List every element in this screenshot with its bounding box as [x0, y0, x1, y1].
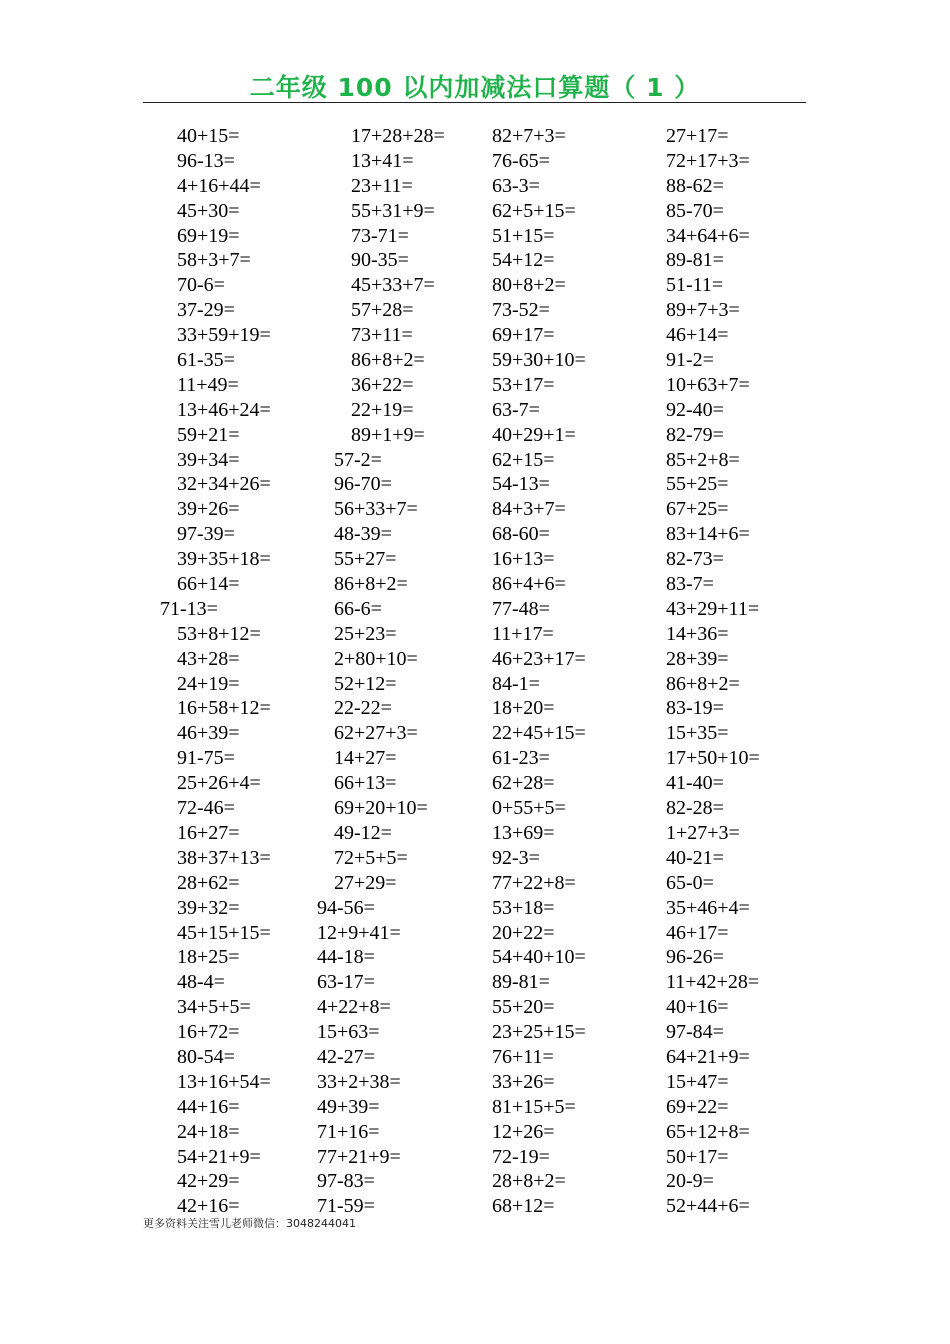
arithmetic-problem: 54+12=: [492, 249, 555, 272]
arithmetic-problem: 69+17=: [492, 324, 555, 347]
arithmetic-problem: 66-6=: [334, 597, 382, 620]
arithmetic-problem: 55+31+9=: [351, 199, 435, 222]
arithmetic-problem: 20-9=: [666, 1170, 714, 1193]
arithmetic-problem: 16+58+12=: [177, 697, 271, 720]
arithmetic-problem: 73-52=: [492, 299, 550, 322]
arithmetic-problem: 1+27+3=: [666, 821, 740, 844]
arithmetic-problem: 16+27=: [177, 821, 240, 844]
arithmetic-problem: 28+39=: [666, 647, 729, 670]
arithmetic-problem: 89-81=: [666, 249, 724, 272]
arithmetic-problem: 73+11=: [351, 324, 413, 347]
arithmetic-problem: 64+21+9=: [666, 1045, 750, 1068]
arithmetic-problem: 94-56=: [317, 896, 375, 919]
arithmetic-problem: 42+29=: [177, 1170, 240, 1193]
arithmetic-problem: 51+15=: [492, 224, 555, 247]
arithmetic-problem: 91-75=: [177, 747, 235, 770]
arithmetic-problem: 69+22=: [666, 1095, 729, 1118]
arithmetic-problem: 91-2=: [666, 349, 714, 372]
arithmetic-problem: 68-60=: [492, 523, 550, 546]
arithmetic-problem: 63-17=: [317, 971, 375, 994]
arithmetic-problem: 86+8+2=: [334, 573, 408, 596]
arithmetic-problem: 27+29=: [334, 871, 397, 894]
arithmetic-problem: 49+39=: [317, 1095, 380, 1118]
arithmetic-problem: 42+16=: [177, 1195, 240, 1218]
arithmetic-problem: 66+14=: [177, 573, 240, 596]
arithmetic-problem: 12+9+41=: [317, 921, 401, 944]
arithmetic-problem: 39+32=: [177, 896, 240, 919]
arithmetic-problem: 14+36=: [666, 622, 729, 645]
arithmetic-problem: 85+2+8=: [666, 448, 740, 471]
arithmetic-problem: 68+12=: [492, 1195, 555, 1218]
arithmetic-problem: 11+42+28=: [666, 971, 760, 994]
arithmetic-problem: 17+50+10=: [666, 747, 760, 770]
arithmetic-problem: 65+12+8=: [666, 1120, 750, 1143]
arithmetic-problem: 10+63+7=: [666, 373, 750, 396]
arithmetic-problem: 71-13=: [160, 597, 218, 620]
arithmetic-problem: 69+19=: [177, 224, 240, 247]
arithmetic-problem: 23+25+15=: [492, 1021, 586, 1044]
arithmetic-problem: 4+22+8=: [317, 996, 391, 1019]
arithmetic-problem: 2+80+10=: [334, 647, 418, 670]
arithmetic-problem: 13+69=: [492, 821, 555, 844]
arithmetic-problem: 25+26+4=: [177, 772, 261, 795]
arithmetic-problem: 39+34=: [177, 448, 240, 471]
arithmetic-problem: 63-3=: [492, 174, 540, 197]
arithmetic-problem: 49-12=: [334, 821, 392, 844]
arithmetic-problem: 90-35=: [351, 249, 409, 272]
arithmetic-problem: 13+41=: [351, 149, 414, 172]
arithmetic-problem: 96-26=: [666, 946, 724, 969]
arithmetic-problem: 42-27=: [317, 1045, 375, 1068]
arithmetic-problem: 23+11=: [351, 174, 413, 197]
arithmetic-problem: 14+27=: [334, 747, 397, 770]
arithmetic-problem: 52+12=: [334, 672, 397, 695]
arithmetic-problem: 96-13=: [177, 149, 235, 172]
arithmetic-problem: 89+7+3=: [666, 299, 740, 322]
arithmetic-problem: 13+16+54=: [177, 1070, 271, 1093]
arithmetic-problem: 55+27=: [334, 548, 397, 571]
arithmetic-problem: 55+20=: [492, 996, 555, 1019]
arithmetic-problem: 77-48=: [492, 597, 550, 620]
arithmetic-problem: 18+20=: [492, 697, 555, 720]
title-underline: [143, 102, 806, 103]
arithmetic-problem: 83+14+6=: [666, 523, 750, 546]
arithmetic-problem: 33+26=: [492, 1070, 555, 1093]
arithmetic-problem: 32+34+26=: [177, 473, 271, 496]
footer-note: 更多资料关注雪儿老师微信：3048244041: [143, 1217, 356, 1230]
arithmetic-problem: 72-46=: [177, 797, 235, 820]
arithmetic-problem: 51-11=: [666, 274, 724, 297]
arithmetic-problem: 92-3=: [492, 846, 540, 869]
arithmetic-problem: 46+17=: [666, 921, 729, 944]
page-title: 二年级 100 以内加减法口算题（ 1 ）: [249, 73, 701, 102]
arithmetic-problem: 73-71=: [351, 224, 409, 247]
arithmetic-problem: 69+20+10=: [334, 797, 428, 820]
arithmetic-problem: 97-83=: [317, 1170, 375, 1193]
arithmetic-problem: 86+4+6=: [492, 573, 566, 596]
arithmetic-problem: 82-73=: [666, 548, 724, 571]
arithmetic-problem: 40-21=: [666, 846, 724, 869]
arithmetic-problem: 97-39=: [177, 523, 235, 546]
arithmetic-problem: 22+19=: [351, 398, 414, 421]
problem-column-2: [317, 124, 445, 1219]
arithmetic-problem: 16+13=: [492, 548, 555, 571]
arithmetic-problem: 40+29+1=: [492, 423, 576, 446]
arithmetic-problem: 0+55+5=: [492, 797, 566, 820]
arithmetic-problem: 54+40+10=: [492, 946, 586, 969]
arithmetic-problem: 58+3+7=: [177, 249, 251, 272]
arithmetic-problem: 39+26=: [177, 498, 240, 521]
arithmetic-problem: 89-81=: [492, 971, 550, 994]
arithmetic-problem: 48-4=: [177, 971, 225, 994]
arithmetic-problem: 59+30+10=: [492, 349, 586, 372]
arithmetic-problem: 46+14=: [666, 324, 729, 347]
arithmetic-problem: 57-2=: [334, 448, 382, 471]
arithmetic-problem: 61-35=: [177, 349, 235, 372]
arithmetic-problem: 25+23=: [334, 622, 397, 645]
arithmetic-problem: 27+17=: [666, 125, 729, 147]
problem-column-3: [492, 124, 586, 1219]
arithmetic-problem: 65-0=: [666, 871, 714, 894]
arithmetic-problem: 46+39=: [177, 722, 240, 745]
arithmetic-problem: 52+44+6=: [666, 1195, 750, 1218]
arithmetic-problem: 85-70=: [666, 199, 724, 222]
arithmetic-problem: 37-29=: [177, 299, 235, 322]
arithmetic-problem: 33+2+38=: [317, 1070, 401, 1093]
arithmetic-problem: 76+11=: [492, 1045, 554, 1068]
arithmetic-problem: 72-19=: [492, 1145, 550, 1168]
arithmetic-problem: 62+28=: [492, 772, 555, 795]
arithmetic-problem: 33+59+19=: [177, 324, 271, 347]
arithmetic-problem: 34+5+5=: [177, 996, 251, 1019]
arithmetic-problem: 72+5+5=: [334, 846, 408, 869]
arithmetic-problem: 92-40=: [666, 398, 724, 421]
arithmetic-problem: 16+72=: [177, 1021, 240, 1044]
arithmetic-problem: 70-6=: [177, 274, 225, 297]
problem-column-4: [666, 124, 760, 1219]
arithmetic-problem: 17+28+28=: [351, 125, 445, 147]
arithmetic-problem: 15+47=: [666, 1070, 729, 1093]
arithmetic-problem: 53+17=: [492, 373, 555, 396]
arithmetic-problem: 86+8+2=: [351, 349, 425, 372]
arithmetic-problem: 83-19=: [666, 697, 724, 720]
arithmetic-problem: 77+22+8=: [492, 871, 576, 894]
arithmetic-problem: 45+15+15=: [177, 921, 271, 944]
arithmetic-problem: 53+18=: [492, 896, 555, 919]
arithmetic-problem: 54+21+9=: [177, 1145, 261, 1168]
arithmetic-problem: 48-39=: [334, 523, 392, 546]
arithmetic-problem: 4+16+44=: [177, 174, 261, 197]
arithmetic-problem: 35+46+4=: [666, 896, 750, 919]
arithmetic-problem: 22+45+15=: [492, 722, 586, 745]
arithmetic-problem: 82-79=: [666, 423, 724, 446]
arithmetic-problem: 63-7=: [492, 398, 540, 421]
arithmetic-problem: 66+13=: [334, 772, 397, 795]
arithmetic-problem: 72+17+3=: [666, 149, 750, 172]
arithmetic-problem: 57+28=: [351, 299, 414, 322]
arithmetic-problem: 24+18=: [177, 1120, 240, 1143]
arithmetic-problem: 71-59=: [317, 1195, 375, 1218]
arithmetic-problem: 45+33+7=: [351, 274, 435, 297]
arithmetic-problem: 80+8+2=: [492, 274, 566, 297]
arithmetic-problem: 44+16=: [177, 1095, 240, 1118]
arithmetic-problem: 59+21=: [177, 423, 240, 446]
arithmetic-problem: 62+15=: [492, 448, 555, 471]
arithmetic-problem: 82-28=: [666, 797, 724, 820]
arithmetic-problem: 43+28=: [177, 647, 240, 670]
arithmetic-problem: 45+30=: [177, 199, 240, 222]
arithmetic-problem: 34+64+6=: [666, 224, 750, 247]
arithmetic-problem: 44-18=: [317, 946, 375, 969]
arithmetic-problem: 46+23+17=: [492, 647, 586, 670]
arithmetic-problem: 76-65=: [492, 149, 550, 172]
arithmetic-problem: 39+35+18=: [177, 548, 271, 571]
arithmetic-problem: 96-70=: [334, 473, 392, 496]
arithmetic-problem: 15+63=: [317, 1021, 380, 1044]
arithmetic-problem: 62+27+3=: [334, 722, 418, 745]
arithmetic-problem: 88-62=: [666, 174, 724, 197]
arithmetic-problem: 36+22=: [351, 373, 414, 396]
arithmetic-problem: 84+3+7=: [492, 498, 566, 521]
arithmetic-problem: 67+25=: [666, 498, 729, 521]
arithmetic-problem: 11+49=: [177, 373, 239, 396]
arithmetic-problem: 55+25=: [666, 473, 729, 496]
arithmetic-problem: 12+26=: [492, 1120, 555, 1143]
arithmetic-problem: 62+5+15=: [492, 199, 576, 222]
arithmetic-problem: 89+1+9=: [351, 423, 425, 446]
arithmetic-problem: 71+16=: [317, 1120, 380, 1143]
arithmetic-problem: 54-13=: [492, 473, 550, 496]
arithmetic-problem: 50+17=: [666, 1145, 729, 1168]
arithmetic-problem: 28+62=: [177, 871, 240, 894]
arithmetic-problem: 40+16=: [666, 996, 729, 1019]
arithmetic-problem: 56+33+7=: [334, 498, 418, 521]
arithmetic-problem: 84-1=: [492, 672, 540, 695]
arithmetic-problem: 97-84=: [666, 1021, 724, 1044]
arithmetic-problem: 15+35=: [666, 722, 729, 745]
arithmetic-problem: 18+25=: [177, 946, 240, 969]
arithmetic-problem: 80-54=: [177, 1045, 235, 1068]
arithmetic-problem: 83-7=: [666, 573, 714, 596]
arithmetic-problem: 82+7+3=: [492, 125, 566, 147]
arithmetic-problem: 40+15=: [177, 125, 240, 147]
arithmetic-problem: 38+37+13=: [177, 846, 271, 869]
arithmetic-problem: 20+22=: [492, 921, 555, 944]
problem-column-1: [160, 124, 271, 1219]
arithmetic-problem: 41-40=: [666, 772, 724, 795]
arithmetic-problem: 22-22=: [334, 697, 392, 720]
arithmetic-problem: 28+8+2=: [492, 1170, 566, 1193]
arithmetic-problem: 86+8+2=: [666, 672, 740, 695]
arithmetic-problem: 61-23=: [492, 747, 550, 770]
arithmetic-problem: 53+8+12=: [177, 622, 261, 645]
arithmetic-problem: 43+29+11=: [666, 597, 760, 620]
arithmetic-problem: 77+21+9=: [317, 1145, 401, 1168]
arithmetic-problem: 24+19=: [177, 672, 240, 695]
arithmetic-problem: 81+15+5=: [492, 1095, 576, 1118]
arithmetic-problem: 11+17=: [492, 622, 554, 645]
arithmetic-problem: 13+46+24=: [177, 398, 271, 421]
